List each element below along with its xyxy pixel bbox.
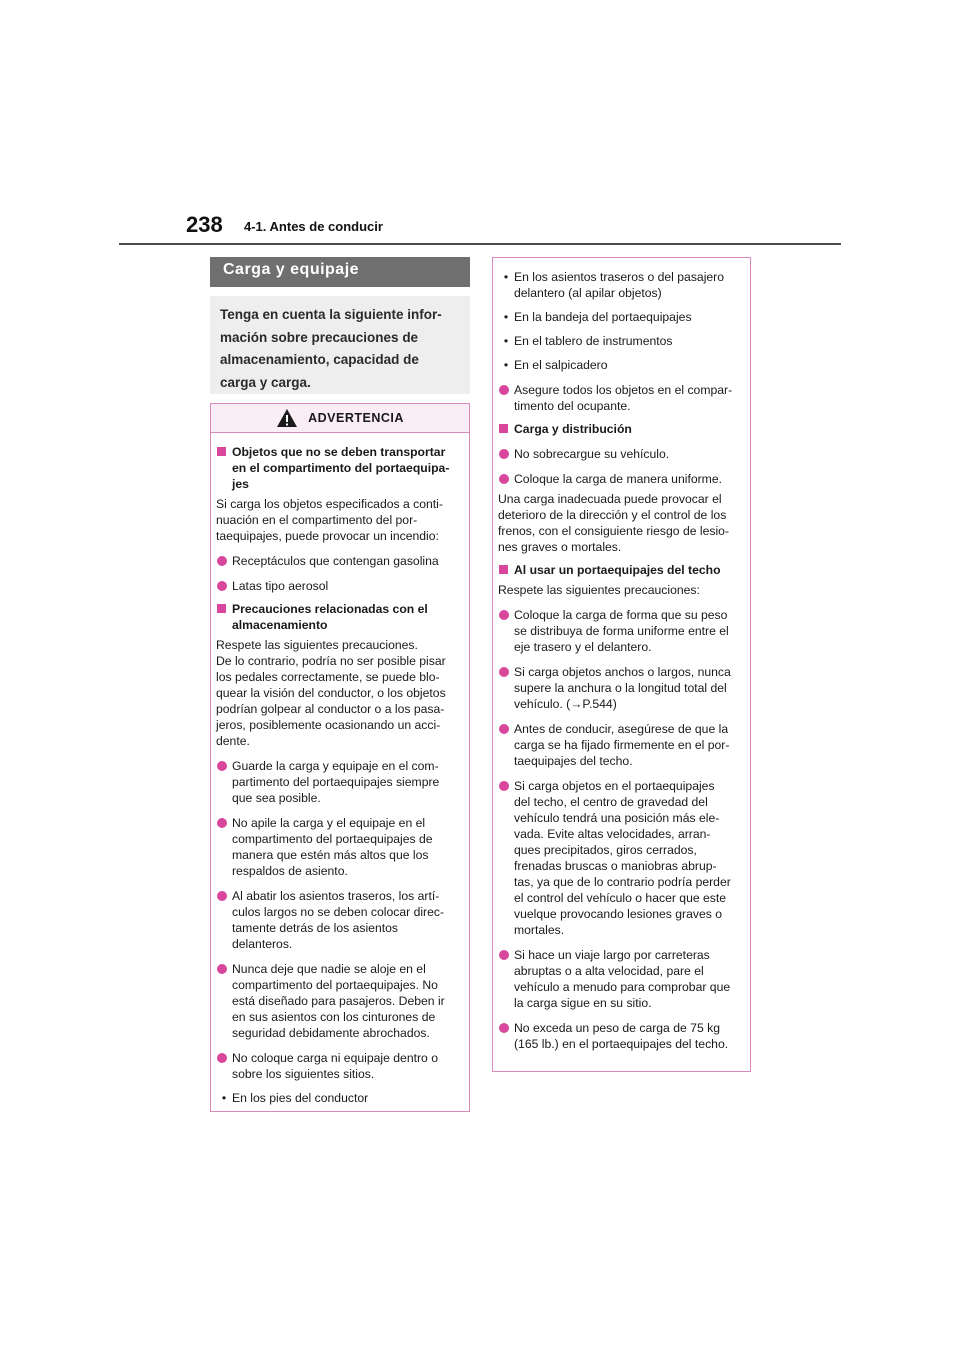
warning-label: ADVERTENCIA xyxy=(308,411,404,425)
text-line: delantero (al apilar objetos) xyxy=(514,286,662,300)
square-bullet-icon xyxy=(217,447,226,456)
item-text xyxy=(232,961,463,1041)
text-line: mortales. xyxy=(514,923,565,937)
item-text xyxy=(232,444,463,492)
warning-box-left xyxy=(210,403,470,1112)
text-line: En la bandeja del portaequipajes xyxy=(514,310,692,324)
text-line: manera que estén más altos que los xyxy=(232,848,429,862)
circle-bullet-icon xyxy=(217,761,227,771)
text-line: el control del vehículo o hacer que este xyxy=(514,891,727,905)
section-intro xyxy=(210,296,470,394)
circle-bullet-icon xyxy=(217,964,227,974)
text-line: Coloque la carga de forma que su peso xyxy=(514,608,728,622)
text-line: compartimento del portaequipajes. No xyxy=(232,978,438,992)
text-line: quear la visión del conductor, o los objetos xyxy=(216,686,446,700)
item-text xyxy=(514,1020,744,1052)
dot-marker: • xyxy=(221,1091,227,1105)
intro-line: carga y carga. xyxy=(220,374,311,390)
text-line: del techo, el centro de gravedad del xyxy=(514,795,708,809)
paragraph xyxy=(498,491,744,555)
text-line: partimento del portaequipajes siempre xyxy=(232,775,440,789)
item-text xyxy=(514,269,744,301)
bullet-item xyxy=(216,758,463,806)
text-line: Guarde la carga y equipaje en el com- xyxy=(232,759,439,773)
circle-bullet-icon xyxy=(499,474,509,484)
text-line: abruptas o a alta velocidad, pare el xyxy=(514,964,704,978)
text-line: En el salpicadero xyxy=(514,358,608,372)
section-title: Carga y equipaje xyxy=(210,257,470,287)
warning-column-left xyxy=(211,433,469,1106)
text-line: en sus asientos con los cinturones de xyxy=(232,1010,436,1024)
text-line: almacenamiento xyxy=(232,618,328,632)
text-line: Una carga inadecuada puede provocar el xyxy=(498,492,722,506)
item-text xyxy=(498,582,744,598)
text-line: compartimento del portaequipajes de xyxy=(232,832,433,846)
subheading xyxy=(498,562,744,578)
text-line: frenadas bruscas o maniobras abrup- xyxy=(514,859,717,873)
item-text xyxy=(514,562,744,578)
dot-marker: • xyxy=(503,310,509,324)
text-line: los pedales correctamente, se puede blo- xyxy=(216,670,440,684)
sub-item xyxy=(498,269,744,301)
sub-item xyxy=(498,357,744,373)
bullet-item xyxy=(498,471,744,487)
text-line: De lo contrario, podría no ser posible pisar xyxy=(216,654,446,668)
circle-bullet-icon xyxy=(499,385,509,395)
text-line: tamente detrás de los asientos xyxy=(232,921,398,935)
item-text xyxy=(514,947,744,1011)
subheading xyxy=(498,421,744,437)
text-line: que sea posible. xyxy=(232,791,321,805)
text-line: se distribuya de forma uniforme entre el xyxy=(514,624,729,638)
text-line: En el tablero de instrumentos xyxy=(514,334,673,348)
text-line: (165 lb.) en el portaequipajes del techo. xyxy=(514,1037,729,1051)
text-line: Si carga objetos en el portaequipajes xyxy=(514,779,715,793)
item-text xyxy=(232,1090,463,1106)
text-line: la carga sigue en su sitio. xyxy=(514,996,652,1010)
text-line: vehículo. (→P.544) xyxy=(514,697,617,711)
paragraph xyxy=(498,582,744,598)
bullet-item xyxy=(498,607,744,655)
page-number: 238 xyxy=(186,212,223,237)
text-line: supere la anchura o la longitud total del xyxy=(514,681,727,695)
circle-bullet-icon xyxy=(499,610,509,620)
text-line: ques precipitados, giros cerrados, xyxy=(514,843,697,857)
item-text xyxy=(232,601,463,633)
subheading xyxy=(216,601,463,633)
text-line: Respete las siguientes precauciones. xyxy=(216,638,418,652)
sub-item xyxy=(216,1090,463,1106)
text-line: vehículo a menudo para comprobar que xyxy=(514,980,731,994)
text-line: seguridad debidamente abrochados. xyxy=(232,1026,430,1040)
square-bullet-icon xyxy=(499,424,508,433)
text-line: No exceda un peso de carga de 75 kg xyxy=(514,1021,720,1035)
circle-bullet-icon xyxy=(499,449,509,459)
text-line: Antes de conducir, asegúrese de que la xyxy=(514,722,729,736)
dot-marker: • xyxy=(503,270,509,284)
text-line: vada. Evite altas velocidades, arran- xyxy=(514,827,711,841)
text-line: frenos, con el consiguiente riesgo de lesio- xyxy=(498,524,730,538)
text-line: Si hace un viaje largo por carreteras xyxy=(514,948,710,962)
circle-bullet-icon xyxy=(217,556,227,566)
item-text xyxy=(232,888,463,952)
warning-triangle-icon xyxy=(276,408,298,428)
item-text xyxy=(514,607,744,655)
item-text xyxy=(498,491,744,555)
text-line: No sobrecargue su vehículo. xyxy=(514,447,670,461)
sub-item xyxy=(498,309,744,325)
text-line: tas, ya que de lo contrario podría perder xyxy=(514,875,731,889)
bullet-item xyxy=(498,382,744,414)
bullet-item xyxy=(216,961,463,1041)
text-line: respaldos de asiento. xyxy=(232,864,348,878)
bullet-item xyxy=(498,664,744,712)
text-line: nuación en el compartimento del por- xyxy=(216,513,418,527)
bullet-item xyxy=(498,778,744,938)
item-text xyxy=(514,382,744,414)
intro-line: almacenamiento, capacidad de xyxy=(220,352,419,367)
square-bullet-icon xyxy=(217,604,226,613)
item-text xyxy=(232,553,463,569)
bullet-item xyxy=(216,888,463,952)
text-line: Respete las siguientes precauciones: xyxy=(498,583,700,597)
bullet-item xyxy=(216,553,463,569)
text-line: Al abatir los asientos traseros, los artí- xyxy=(232,889,440,903)
circle-bullet-icon xyxy=(499,781,509,791)
item-text xyxy=(232,815,463,879)
text-line: jes xyxy=(232,477,249,491)
subheading xyxy=(216,444,463,492)
text-line: taequipajes, puede provocar un incendio: xyxy=(216,529,439,543)
text-line: Receptáculos que contengan gasolina xyxy=(232,554,439,568)
intro-line: Tenga en cuenta la siguiente infor- xyxy=(220,307,442,322)
text-line: Carga y distribución xyxy=(514,422,632,436)
text-line: Coloque la carga de manera uniforme. xyxy=(514,472,722,486)
text-line: Al usar un portaequipajes del techo xyxy=(514,563,721,577)
bullet-item xyxy=(216,578,463,594)
text-line: No coloque carga ni equipaje dentro o xyxy=(232,1051,438,1065)
text-line: Objetos que no se deben transportar xyxy=(232,445,446,459)
square-bullet-icon xyxy=(499,565,508,574)
text-line: Asegure todos los objetos en el compar- xyxy=(514,383,733,397)
text-line: carga se ha fijado firmemente en el por- xyxy=(514,738,730,752)
circle-bullet-icon xyxy=(217,818,227,828)
text-line: En los asientos traseros o del pasajero xyxy=(514,270,725,284)
item-text xyxy=(514,309,744,325)
header-rule xyxy=(119,243,841,245)
item-text xyxy=(514,333,744,349)
text-line: vehículo tendrá una posición más ele- xyxy=(514,811,720,825)
paragraph xyxy=(216,496,463,544)
item-text xyxy=(514,664,744,712)
paragraph xyxy=(216,637,463,749)
circle-bullet-icon xyxy=(499,1023,509,1033)
item-text xyxy=(514,721,744,769)
text-line: Si carga objetos anchos o largos, nunca xyxy=(514,665,731,679)
text-line: No apile la carga y el equipaje en el xyxy=(232,816,426,830)
item-text xyxy=(514,421,744,437)
item-text xyxy=(514,357,744,373)
sub-item xyxy=(498,333,744,349)
text-line: sobre los siguientes sitios. xyxy=(232,1067,375,1081)
bullet-item xyxy=(498,446,744,462)
text-line: vuelque provocando lesiones graves o xyxy=(514,907,723,921)
text-line: dente. xyxy=(216,734,250,748)
item-text xyxy=(514,471,744,487)
text-line: Si carga los objetos especificados a conti- xyxy=(216,497,443,511)
circle-bullet-icon xyxy=(499,667,509,677)
text-line: está diseñado para pasajeros. Deben ir xyxy=(232,994,445,1008)
text-line: nes graves o mortales. xyxy=(498,540,622,554)
text-line: Precauciones relacionadas con el xyxy=(232,602,428,616)
item-text xyxy=(514,446,744,462)
item-text xyxy=(232,758,463,806)
circle-bullet-icon xyxy=(217,891,227,901)
text-line: delanteros. xyxy=(232,937,293,951)
text-line: deterioro de la dirección y el control de los xyxy=(498,508,727,522)
circle-bullet-icon xyxy=(217,581,227,591)
text-line: Latas tipo aerosol xyxy=(232,579,329,593)
text-line: Nunca deje que nadie se aloje en el xyxy=(232,962,426,976)
text-line: timento del ocupante. xyxy=(514,399,631,413)
item-text xyxy=(232,578,463,594)
dot-marker: • xyxy=(503,358,509,372)
dot-marker: • xyxy=(503,334,509,348)
text-line: en el compartimento del portaequipa- xyxy=(232,461,450,475)
item-text xyxy=(216,637,463,749)
text-line: podrían golpear al conductor o a los pasa- xyxy=(216,702,445,716)
item-text xyxy=(232,1050,463,1082)
warning-header xyxy=(211,404,469,433)
item-text xyxy=(216,496,463,544)
circle-bullet-icon xyxy=(217,1053,227,1063)
circle-bullet-icon xyxy=(499,724,509,734)
text-line: jeros, posiblemente ocasionando un acci- xyxy=(216,718,441,732)
bullet-item xyxy=(498,947,744,1011)
item-text xyxy=(514,778,744,938)
bullet-item xyxy=(498,721,744,769)
text-line: eje trasero y el delantero. xyxy=(514,640,652,654)
text-line: taequipajes del techo. xyxy=(514,754,633,768)
circle-bullet-icon xyxy=(499,950,509,960)
bullet-item xyxy=(498,1020,744,1052)
chapter-title: 4-1. Antes de conducir xyxy=(244,219,383,234)
text-line: culos largos no se deben colocar direc- xyxy=(232,905,445,919)
bullet-item xyxy=(216,815,463,879)
intro-line: mación sobre precauciones de xyxy=(220,329,419,345)
warning-column-right xyxy=(493,258,750,1052)
text-line: En los pies del conductor xyxy=(232,1091,369,1105)
bullet-item xyxy=(216,1050,463,1082)
warning-box-right xyxy=(492,257,751,1072)
